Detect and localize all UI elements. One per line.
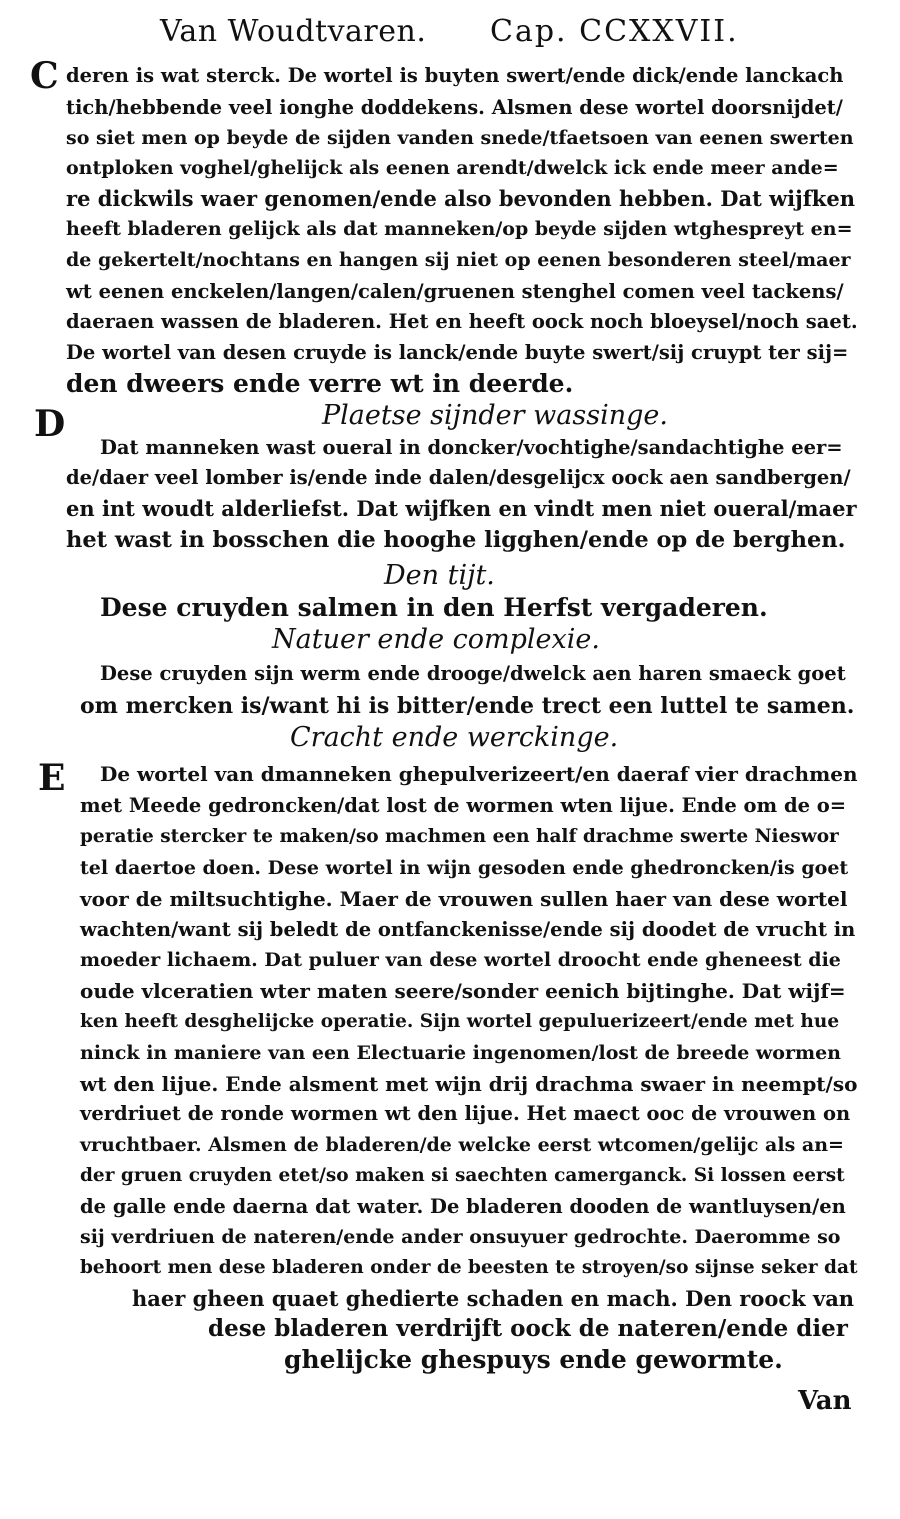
text-line: deren is wat sterck. De wortel is buyten swert/ende dick/ende lanckach: [66, 64, 844, 87]
text-line: ninck in maniere van een Electuarie ingenomen/lost de breede wormen: [80, 1042, 841, 1064]
text-line: daeraen wassen de bladeren. Het en heeft oock noch bloeysel/noch saet.: [66, 310, 858, 333]
text-line: ghelijcke ghespuys ende gewormte.: [284, 1345, 783, 1374]
text-line: De wortel van desen cruyde is lanck/ende buyte swert/sij cruypt ter sij=: [66, 341, 849, 364]
text-line: voor de miltsuchtighe. Maer de vrouwen sullen haer van dese wortel: [80, 887, 848, 911]
text-line: oude vlceratien wter maten seere/sonder eenich bijtinghe. Dat wijf=: [80, 979, 846, 1003]
text-line: het wast in bosschen die hooghe ligghen/ende op de berghen.: [66, 527, 846, 553]
text-line: sij verdriuen de nateren/ende ander onsuyuer gedrochte. Daeromme so: [80, 1226, 841, 1248]
running-title: Van Woudtvaren.: [160, 14, 427, 49]
text-line: de gekertelt/nochtans en hangen sij niet op eenen besonderen steel/maer: [66, 249, 851, 271]
text-line: de/daer veel lomber is/ende inde dalen/desgelijcx oock aen sandbergen/: [66, 466, 851, 489]
page-header: [150, 14, 850, 58]
section-heading: Cracht ende werckinge.: [290, 722, 619, 753]
text-line: met Meede gedroncken/dat lost de wormen wten lijue. Ende om de o=: [80, 794, 847, 817]
text-line: dese bladeren verdrijft oock de nateren/ende dier: [208, 1315, 848, 1342]
text-line: vruchtbaer. Alsmen de bladeren/de welcke eerst wtcomen/gelijc als an=: [80, 1134, 844, 1156]
text-line: der gruen cruyden etet/so maken si saechten camerganck. Si lossen eerst: [80, 1165, 845, 1186]
text-line: verdriuet de ronde wormen wt den lijue. Het maect ooc de vrouwen on: [80, 1102, 851, 1125]
section-marker-e: E: [38, 757, 66, 799]
text-line: haer gheen quaet ghedierte schaden en mach. Den roock van: [132, 1286, 855, 1311]
text-line: wt eenen enckelen/langen/calen/gruenen stenghel comen veel tackens/: [66, 280, 844, 303]
text-line: wachten/want sij beledt de ontfanckenisse/ende sij doodet de vrucht in: [80, 918, 856, 941]
text-line: Dese cruyden sijn werm ende drooge/dwelck aen haren smaeck goet: [100, 662, 846, 685]
section-marker-c: C: [30, 55, 59, 97]
text-line: so siet men op beyde de sijden vanden snede/tfaetsoen van eenen swerten: [66, 127, 854, 149]
text-line: De wortel van dmanneken ghepulverizeert/en daeraf vier drachmen: [100, 762, 858, 786]
text-line: ken heeft desghelijcke operatie. Sijn wortel gepuluerizeert/ende met hue: [80, 1011, 840, 1032]
text-line: ontploken voghel/ghelijck als eenen arendt/dwelck ick ende meer ande=: [66, 157, 839, 179]
section-heading: Natuer ende complexie.: [272, 624, 600, 655]
text-line: re dickwils waer genomen/ende also bevonden hebben. Dat wijfken: [66, 186, 855, 211]
text-line: heeft bladeren gelijck als dat manneken/op beyde sijden wtghespreyt en=: [66, 218, 853, 240]
section-heading: Plaetse sijnder wassinge.: [322, 400, 668, 431]
section-marker-d: D: [34, 403, 66, 445]
text-line: tich/hebbende veel ionghe doddekens. Alsmen dese wortel doorsnijdet/: [66, 96, 843, 119]
text-line: wt den lijue. Ende alsment met wijn drij drachma swaer in neempt/so: [80, 1072, 858, 1096]
chapter-number: Cap. CCXXVII.: [490, 14, 739, 49]
text-line: de galle ende daerna dat water. De bladeren dooden de wantluysen/en: [80, 1195, 846, 1218]
text-line: en int woudt alderliefst. Dat wijfken en vindt men niet oueral/maer: [66, 496, 857, 521]
section-heading: Den tijt.: [384, 560, 495, 591]
text-line: om mercken is/want hi is bitter/ende trect een luttel te samen.: [80, 693, 855, 719]
text-line: moeder lichaem. Dat puluer van dese wortel droocht ende gheneest die: [80, 949, 841, 971]
text-line: Dese cruyden salmen in den Herfst vergaderen.: [100, 593, 768, 622]
text-line: tel daertoe doen. Dese wortel in wijn gesoden ende ghedroncken/is goet: [80, 857, 849, 879]
text-line: den dweers ende verre wt in deerde.: [66, 369, 574, 398]
catchword: Van: [798, 1386, 852, 1416]
text-line: peratie stercker te maken/so machmen een half drachme swerte Nieswor: [80, 826, 839, 847]
text-line: Dat manneken wast oueral in doncker/vochtighe/sandachtighe eer=: [100, 436, 843, 459]
text-line: behoort men dese bladeren onder de beesten te stroyen/so sijnse seker dat: [80, 1257, 858, 1278]
